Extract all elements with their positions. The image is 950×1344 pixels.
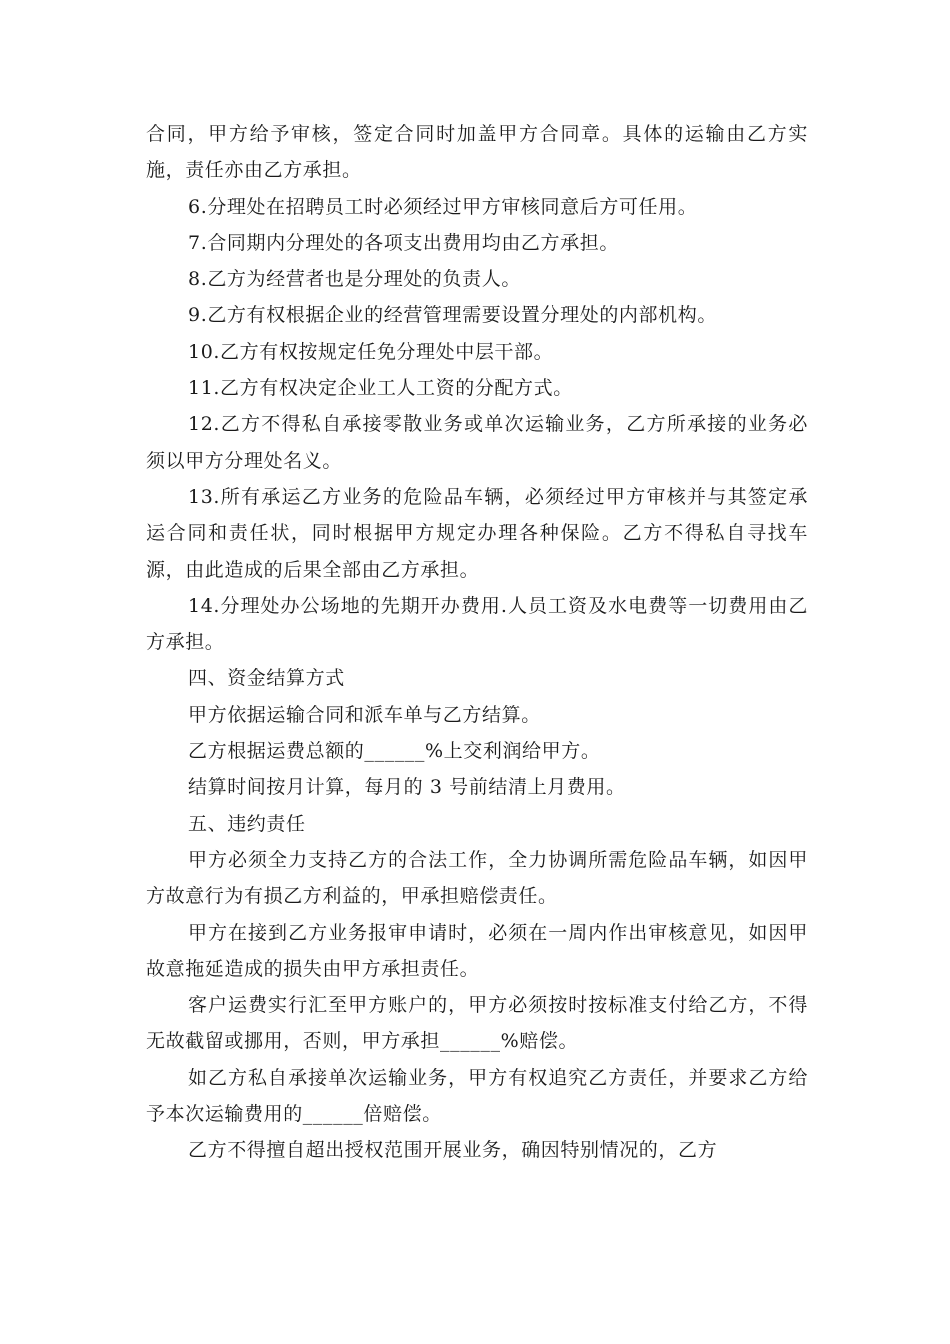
liability-paragraph-1: 甲方必须全力支持乙方的合法工作，全力协调所需危险品车辆，如因甲方故意行为有损乙方利益的，甲承担赔偿责任。 bbox=[146, 848, 808, 908]
clause-10: 10.乙方有权按规定任免分理处中层干部。 bbox=[188, 340, 554, 363]
clause-6: 6.分理处在招聘员工时必须经过甲方审核同意后方可任用。 bbox=[188, 195, 698, 218]
clause-14: 14.分理处办公场地的先期开办费用.人员工资及水电费等一切费用由乙方承担。 bbox=[146, 594, 808, 654]
section-heading-liability: 五、违约责任 bbox=[188, 812, 306, 835]
clause-7: 7.合同期内分理处的各项支出费用均由乙方承担。 bbox=[188, 231, 619, 254]
clause-8: 8.乙方为经营者也是分理处的负责人。 bbox=[188, 268, 521, 291]
clause-11: 11.乙方有权决定企业工人工资的分配方式。 bbox=[188, 377, 573, 400]
clause-9: 9.乙方有权根据企业的经营管理需要设置分理处的内部机构。 bbox=[188, 304, 717, 327]
settlement-paragraph-1: 甲方依据运输合同和派车单与乙方结算。 bbox=[188, 703, 541, 726]
clause-12: 12.乙方不得私自承接零散业务或单次运输业务，乙方所承接的业务必须以甲方分理处名义。 bbox=[146, 413, 808, 472]
liability-paragraph-5: 乙方不得擅自超出授权范围开展业务，确因特别情况的，乙方 bbox=[188, 1139, 718, 1162]
paragraph-contract-continuation: 合同，甲方给予审核，签定合同时加盖甲方合同章。具体的运输由乙方实施，责任亦由乙方承担。 bbox=[146, 123, 808, 182]
settlement-paragraph-2: 乙方根据运费总额的______%上交利润给甲方。 bbox=[188, 740, 601, 763]
liability-paragraph-2: 甲方在接到乙方业务报审申请时，必须在一周内作出审核意见，如因甲故意拖延造成的损失由甲方承担责任。 bbox=[146, 921, 808, 980]
liability-paragraph-3: 客户运费实行汇至甲方账户的，甲方必须按时按标准支付给乙方，不得无故截留或挪用，否则，甲方承担______%赔偿。 bbox=[146, 994, 808, 1053]
document-page bbox=[146, 116, 808, 1169]
liability-paragraph-4: 如乙方私自承接单次运输业务，甲方有权追究乙方责任，并要求乙方给予本次运输费用的______倍赔偿。 bbox=[146, 1066, 808, 1126]
settlement-paragraph-3: 结算时间按月计算，每月的 3 号前结清上月费用。 bbox=[188, 776, 626, 799]
clause-13: 13.所有承运乙方业务的危险品车辆，必须经过甲方审核并与其签定承运合同和责任状，同时根据甲方规定办理各种保险。乙方不得私自寻找车源，由此造成的后果全部由乙方承担。 bbox=[146, 485, 808, 581]
section-heading-settlement: 四、资金结算方式 bbox=[188, 667, 345, 690]
